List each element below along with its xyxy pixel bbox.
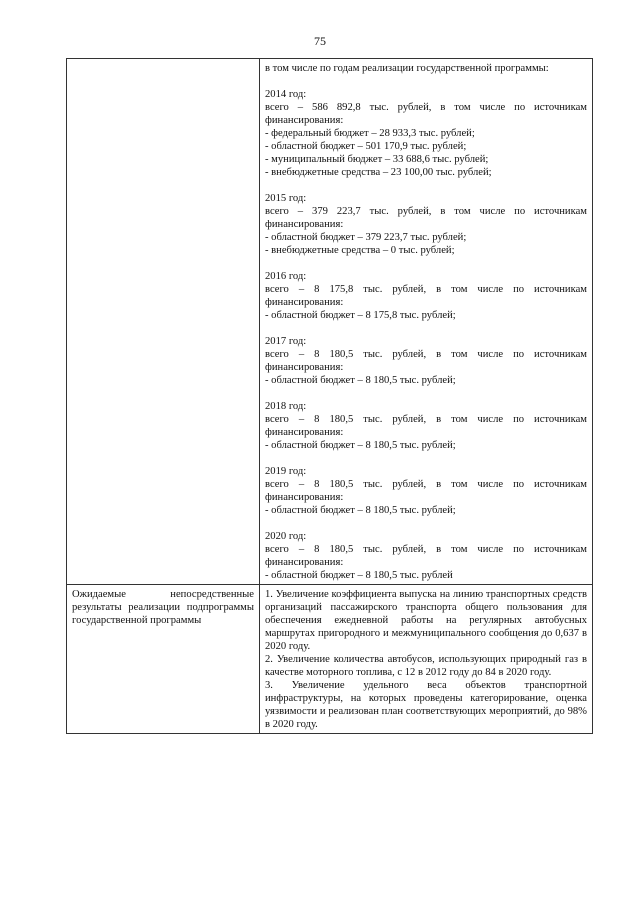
funding-cell xyxy=(260,59,593,585)
year-total: всего – 8 180,5 тыс. рублей, в том числе по источникам xyxy=(265,544,587,555)
results-list xyxy=(265,588,587,731)
year-total: всего – 379 223,7 тыс. рублей, в том числе по источникам xyxy=(265,206,587,217)
year-total-cont: финансирования: xyxy=(265,219,344,230)
year-block xyxy=(265,335,587,387)
results-row xyxy=(67,585,593,734)
year-block xyxy=(265,270,587,322)
result-item: 1. Увеличение коэффициента выпуска на линию транспортных средств организаций пассажирского транспорта общего пользования для обеспечения ежедневной работы на регулярных автобусных маршрутах пригородного и межмуниципального сообщения до 0,637 в 2020 году. xyxy=(265,589,587,652)
result-item: 2. Увеличение количества автобусов, использующих природный газ в качестве моторного топлива, с 12 в 2012 году до 84 в 2020 году. xyxy=(265,654,587,678)
year-heading: 2020 год: xyxy=(265,531,307,542)
funding-source-item: - муниципальный бюджет – 33 688,6 тыс. рублей; xyxy=(265,154,489,165)
year-total: всего – 8 180,5 тыс. рублей, в том числе по источникам xyxy=(265,479,587,490)
year-heading: 2017 год: xyxy=(265,336,307,347)
funding-source-item: - внебюджетные средства – 23 100,00 тыс. рублей; xyxy=(265,167,492,178)
funding-row xyxy=(67,59,593,585)
funding-label-cell xyxy=(67,59,260,585)
funding-source-item: - областной бюджет – 8 175,8 тыс. рублей; xyxy=(265,310,456,321)
year-block xyxy=(265,88,587,179)
year-total-cont: финансирования: xyxy=(265,115,344,126)
year-total-cont: финансирования: xyxy=(265,557,344,568)
funding-source-item: - областной бюджет – 379 223,7 тыс. рублей; xyxy=(265,232,467,243)
funding-source-item: - областной бюджет – 8 180,5 тыс. рублей xyxy=(265,570,453,581)
year-block xyxy=(265,465,587,517)
year-heading: 2014 год: xyxy=(265,89,307,100)
funding-years xyxy=(265,88,587,582)
year-heading: 2019 год: xyxy=(265,466,307,477)
results-cell xyxy=(260,585,593,734)
year-total-cont: финансирования: xyxy=(265,427,344,438)
funding-source-item: - внебюджетные средства – 0 тыс. рублей; xyxy=(265,245,455,256)
funding-source-item: - федеральный бюджет – 28 933,3 тыс. рублей; xyxy=(265,128,475,139)
year-block xyxy=(265,400,587,452)
year-block xyxy=(265,192,587,257)
year-total-cont: финансирования: xyxy=(265,297,344,308)
year-heading: 2016 год: xyxy=(265,271,307,282)
funding-source-item: - областной бюджет – 8 180,5 тыс. рублей; xyxy=(265,440,456,451)
results-label: Ожидаемые непосредственные результаты реализации подпрограммы государственной программы xyxy=(67,585,260,734)
page-number: 75 xyxy=(314,34,326,48)
year-heading: 2018 год: xyxy=(265,401,307,412)
year-total: всего – 8 180,5 тыс. рублей, в том числе по источникам xyxy=(265,349,587,360)
funding-intro: в том числе по годам реализации государственной программы: xyxy=(265,63,549,74)
program-table xyxy=(66,58,593,734)
year-total: всего – 586 892,8 тыс. рублей, в том числе по источникам xyxy=(265,102,587,113)
year-heading: 2015 год: xyxy=(265,193,307,204)
funding-source-item: - областной бюджет – 501 170,9 тыс. рублей; xyxy=(265,141,467,152)
result-item: 3. Увеличение удельного веса объектов транспортной инфраструктуры, на которых проведены категорирование, оценка уязвимости и реализован план соответствующих мероприятий, до 98% в 2020 году. xyxy=(265,680,587,730)
year-block xyxy=(265,530,587,582)
year-total-cont: финансирования: xyxy=(265,362,344,373)
year-total-cont: финансирования: xyxy=(265,492,344,503)
year-total: всего – 8 175,8 тыс. рублей, в том числе по источникам xyxy=(265,284,587,295)
funding-source-item: - областной бюджет – 8 180,5 тыс. рублей; xyxy=(265,505,456,516)
funding-source-item: - областной бюджет – 8 180,5 тыс. рублей; xyxy=(265,375,456,386)
year-total: всего – 8 180,5 тыс. рублей, в том числе по источникам xyxy=(265,414,587,425)
